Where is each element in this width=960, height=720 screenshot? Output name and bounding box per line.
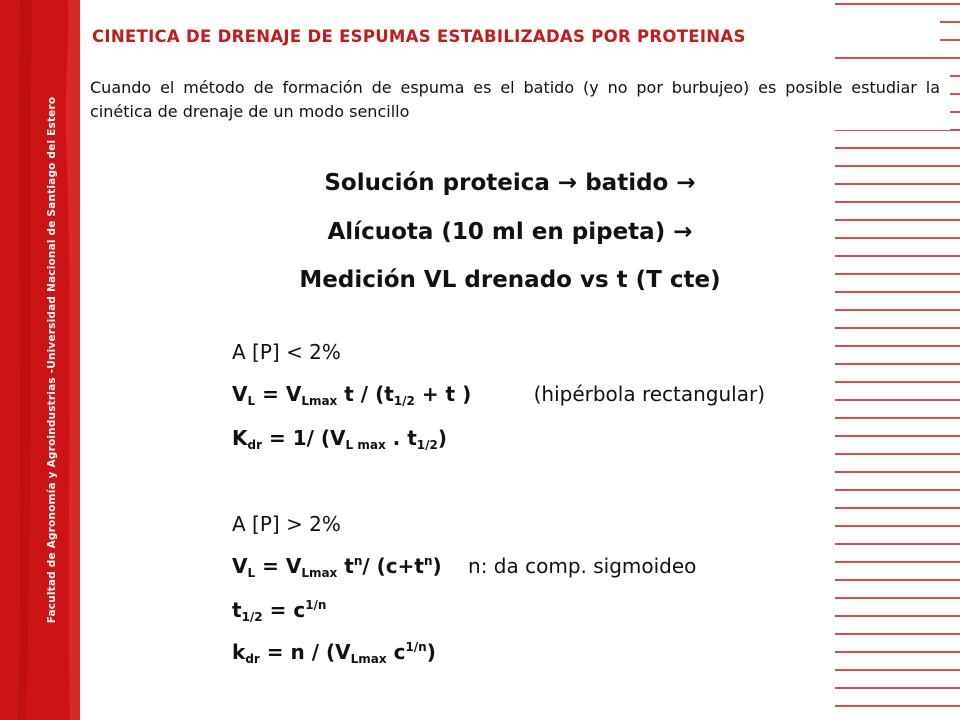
case1-note: (hipérbola rectangular) — [533, 382, 766, 406]
intro-paragraph: Cuando el método de formación de espuma es el batido (y no por burbujeo) es posible estudiar la cinética de drenaje de un modo sencillo — [90, 78, 940, 121]
case1-condition: A [P] < 2% — [232, 340, 341, 364]
step-solution: Solución proteica → batido → — [324, 170, 696, 196]
institution-label: Facultad de Agronomía y Agroindustrias -Universidad Nacional de Santiago del Estero — [46, 96, 58, 624]
case2-condition: A [P] > 2% — [232, 512, 341, 536]
case2-note: n: da comp. sigmoideo — [468, 554, 697, 578]
step-aliquot: Alícuota (10 ml en pipeta) → — [327, 219, 693, 245]
case2-equation-kdr: $k_{dr} = n / (V_{Lmax}$ $c^{1/n}$) — [232, 640, 436, 666]
case1-equation-vl: $V_L = V_{Lmax}$ $t / (t_{1/2} + t$ ) (hipérbola rectangular) — [232, 382, 766, 408]
left-red-band — [0, 0, 80, 720]
case2-equation-vl: $V_L = V_{Lmax}$ $t^n/$ $(c+t^n)$ n: da comp. sigmoideo — [232, 554, 697, 580]
case2-equation-thalf: $t_{1/2} = c^{1/n}$ — [232, 598, 327, 624]
step-measurement: Medición VL drenado vs t (T cte) — [299, 267, 721, 293]
case1-equation-kdr: $K_{dr} = 1/$ ($V_{L max}$ . $t_{1/2}$) — [232, 426, 448, 452]
slide-title: CINETICA DE DRENAJE DE ESPUMAS ESTABILIZADAS POR PROTEINAS — [92, 27, 746, 46]
